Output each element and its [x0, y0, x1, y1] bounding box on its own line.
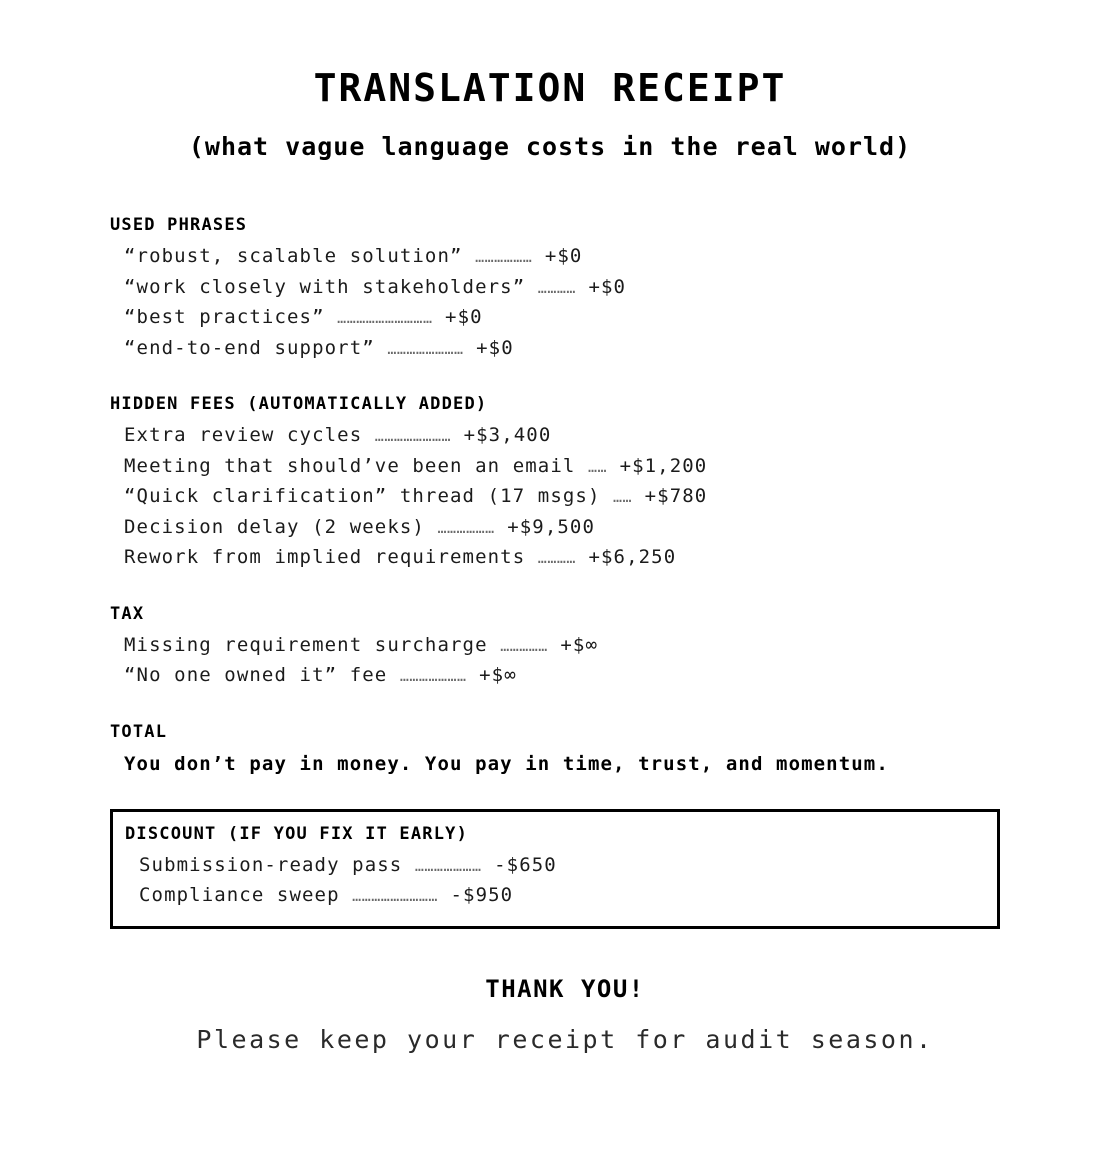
receipt-page — [0, 66, 1100, 1166]
line-item-amount: +$780 — [644, 485, 708, 507]
line-item-dots: …… — [587, 457, 608, 476]
line-item — [110, 543, 1020, 574]
line-item-amount: +$0 — [544, 245, 583, 267]
line-item — [110, 482, 1020, 513]
section-heading: HIDDEN FEES (AUTOMATICALLY ADDED) — [110, 394, 488, 414]
section-heading: USED PHRASES — [110, 215, 248, 235]
line-item-amount: +$0 — [588, 275, 627, 298]
line-item-dots: ………………… — [399, 667, 467, 685]
line-item-amount: +$∞ — [479, 664, 517, 686]
section-heading: TAX — [110, 603, 145, 624]
line-item — [110, 661, 1020, 692]
section-used-phrases — [110, 215, 1020, 364]
line-item-dots: …… — [613, 488, 633, 506]
receipt-body — [0, 215, 1100, 1054]
line-item-amount: +$0 — [445, 306, 483, 328]
line-item-label: “work closely with stakeholders” — [124, 275, 526, 298]
line-item-amount: +$0 — [476, 336, 514, 359]
line-item-dots: ……………………… — [352, 887, 438, 905]
line-item-dots: ………… — [537, 278, 576, 297]
line-item — [110, 334, 1020, 365]
line-item-dots: ………………………… — [337, 309, 433, 327]
line-item-dots: ………………… — [414, 856, 482, 875]
line-item-amount: -$650 — [494, 853, 557, 876]
line-item — [125, 851, 997, 882]
line-item-label: Meeting that should’ve been an email — [124, 454, 576, 477]
line-item-label: “end-to-end support” — [124, 336, 375, 359]
line-item-label: “robust, scalable solution” — [124, 245, 463, 267]
section-tax — [110, 604, 1020, 692]
line-item-label: Compliance sweep — [139, 884, 340, 906]
line-item-label: “Quick clarification” thread (17 msgs) — [124, 485, 601, 507]
footer-note: Please keep your receipt for audit season. — [196, 1024, 934, 1054]
line-item-amount: +$9,500 — [507, 515, 595, 538]
line-item-amount: +$3,400 — [463, 424, 552, 446]
line-item-amount: -$950 — [450, 884, 514, 906]
thank-you-text: THANK YOU! — [485, 974, 645, 1003]
line-item-label: Extra review cycles — [124, 424, 363, 446]
page-title: TRANSLATION RECEIPT — [313, 66, 787, 110]
line-item-dots: ……………… — [475, 248, 533, 266]
line-item-label: “No one owned it” fee — [124, 664, 388, 686]
section-total — [110, 722, 1020, 779]
line-item-label: Missing requirement surcharge — [124, 633, 488, 656]
line-item — [110, 242, 1020, 273]
line-item — [110, 631, 1020, 662]
line-item-label: “best practices” — [124, 306, 325, 328]
section-heading: DISCOUNT (IF YOU FIX IT EARLY) — [125, 823, 469, 844]
line-item-amount: +$6,250 — [588, 546, 677, 568]
line-item-label: Submission-ready pass — [139, 853, 403, 876]
line-item-dots: …………… — [500, 636, 548, 655]
line-item — [110, 303, 1020, 334]
line-item — [110, 452, 1020, 483]
line-item — [125, 881, 997, 912]
line-item-dots: …………………… — [387, 339, 464, 358]
line-item-label: Decision delay (2 weeks) — [124, 515, 425, 538]
line-item-amount: +$1,200 — [619, 454, 708, 477]
section-hidden-fees — [110, 394, 1020, 574]
line-item — [110, 513, 1020, 544]
line-item-dots: …………………… — [374, 427, 452, 445]
line-item-dots: ……………… — [437, 518, 495, 537]
total-statement: You don’t pay in money. You pay in time, trust, and momentum. — [124, 752, 889, 775]
line-item — [110, 273, 1020, 304]
section-heading: TOTAL — [110, 721, 168, 742]
line-item-amount: +$∞ — [560, 633, 599, 656]
discount-box — [110, 809, 1000, 929]
line-item-dots: ………… — [537, 549, 576, 567]
page-subtitle: (what vague language costs in the real world) — [188, 132, 912, 161]
line-item-label: Rework from implied requirements — [124, 546, 526, 568]
line-item — [110, 421, 1020, 452]
receipt-footer — [110, 975, 1020, 1054]
